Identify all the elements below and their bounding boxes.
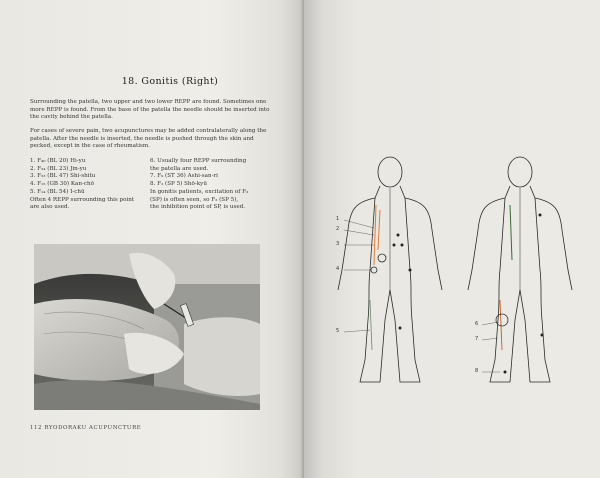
acupoint-list-right (150, 158, 275, 212)
list-item: 8. F₃ (SP 5) Shō-kyū (150, 181, 207, 188)
list-item: 2. F₃₄ (BL 23) Jin-yu (30, 165, 87, 172)
page-footer: 112 RYODORAKU ACUPUNCTURE (30, 425, 142, 431)
figure-label: 3 (336, 241, 340, 247)
list-item: 7. F₉ (ST 36) Ashi-san-ri (150, 173, 218, 180)
list-item: In gonitis patients, excitation of F₃ (150, 188, 249, 195)
front-figure (468, 157, 572, 382)
list-item: Often 4 REPP surrounding this point (30, 196, 135, 203)
list-item: 6. Usually four REPP surrounding (150, 158, 247, 164)
list-item: 3. F₃₃ (BL 47) Shi-shitu (30, 173, 96, 180)
figure-label: 4 (336, 266, 340, 272)
acupoint-list-left (30, 158, 145, 212)
paragraph-intro: Surrounding the patella, two upper and two lower REPP are found. Sometimes one more REPP is found. From the base of the patella the needle should be inserted into the cavity behind the patella. (30, 99, 270, 121)
list-item: 4. F₁₅ (GB 30) Kan-chō (30, 181, 94, 188)
figure-label: 1 (336, 216, 340, 222)
figure-label: 7 (475, 336, 479, 342)
figure-label: 6 (475, 321, 479, 327)
back-figure (338, 157, 442, 382)
acupuncture-knee-photo (34, 244, 260, 410)
body-figures-svg (330, 150, 590, 400)
list-item: are also used. (30, 204, 70, 211)
figure-label: 5 (336, 328, 340, 334)
body-diagram (330, 150, 590, 400)
list-item: the patella are used. (150, 165, 209, 172)
list-item: 1. F₄₀ (BL 20) Hi-yu (30, 158, 86, 164)
list-item: (SP) is often seen, so F₃ (SP 5), (150, 196, 239, 203)
list-item: the inhibition point of SP, is used. (150, 204, 246, 211)
page-heading: 18. Gonitis (Right) (121, 76, 219, 87)
figure-label: 8 (475, 368, 479, 374)
paragraph-severe-pain: For cases of severe pain, two acupunctures may be added contralaterally along the patella. After the needle is inserted, the needle is pushed through the skin and pecked, except in the case of rheumatism. (30, 128, 267, 150)
photo-illustration (34, 244, 260, 410)
list-item: 5. F₁₄ (BL 54) I-chū (30, 188, 85, 195)
figure-label: 2 (336, 226, 340, 232)
